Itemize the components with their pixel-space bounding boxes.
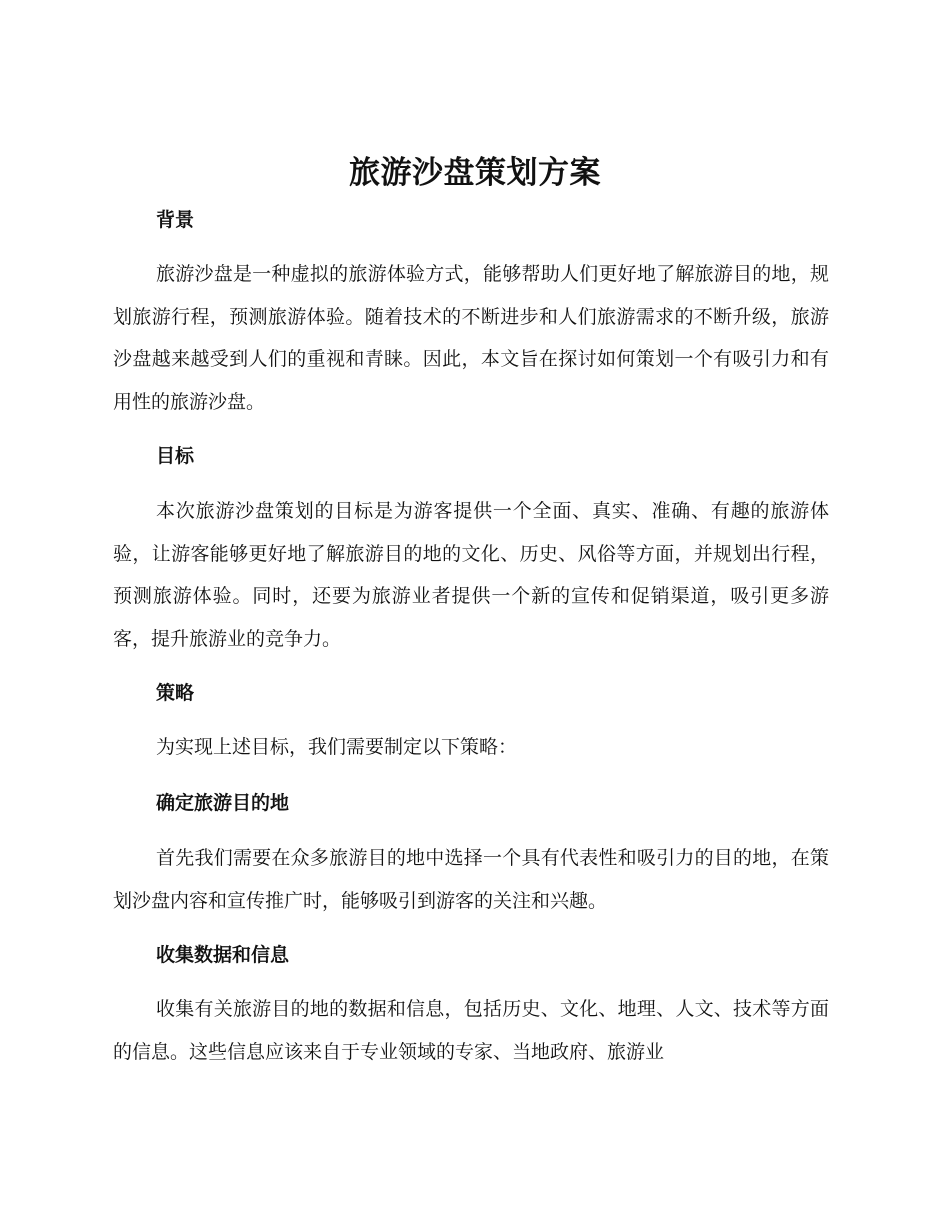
document-title: 旅游沙盘策划方案 <box>349 155 601 191</box>
section-heading-data-collection: 收集数据和信息 <box>156 944 290 966</box>
section-paragraph-destination: 首先我们需要在众多旅游目的地中选择一个具有代表性和吸引力的目的地，在策划沙盘内容和宣传推广时，能够吸引到游客的关注和兴趣。 <box>113 847 829 912</box>
section-paragraph-strategy: 为实现上述目标，我们需要制定以下策略： <box>156 736 518 758</box>
section-heading-strategy: 策略 <box>156 682 195 704</box>
section-heading-goal: 目标 <box>156 445 195 467</box>
section-paragraph-data-collection: 收集有关旅游目的地的数据和信息，包括历史、文化、地理、人文、技术等方面的信息。这些信息应该来自于专业领域的专家、当地政府、旅游业 <box>113 998 829 1063</box>
section-heading-destination: 确定旅游目的地 <box>156 792 290 814</box>
section-paragraph-goal: 本次旅游沙盘策划的目标是为游客提供一个全面、真实、准确、有趣的旅游体验，让游客能够更好地了解旅游目的地的文化、历史、风俗等方面，并规划出行程，预测旅游体验。同时，还要为旅游业者提供一个新的宣传和促销渠道，吸引更多游客，提升旅游业的竞争力。 <box>113 500 829 650</box>
section-heading-background: 背景 <box>156 209 195 231</box>
section-paragraph-background: 旅游沙盘是一种虚拟的旅游体验方式，能够帮助人们更好地了解旅游目的地，规划旅游行程，预测旅游体验。随着技术的不断进步和人们旅游需求的不断升级，旅游沙盘越来越受到人们的重视和青睐。因此，本文旨在探讨如何策划一个有吸引力和有用性的旅游沙盘。 <box>113 263 829 413</box>
